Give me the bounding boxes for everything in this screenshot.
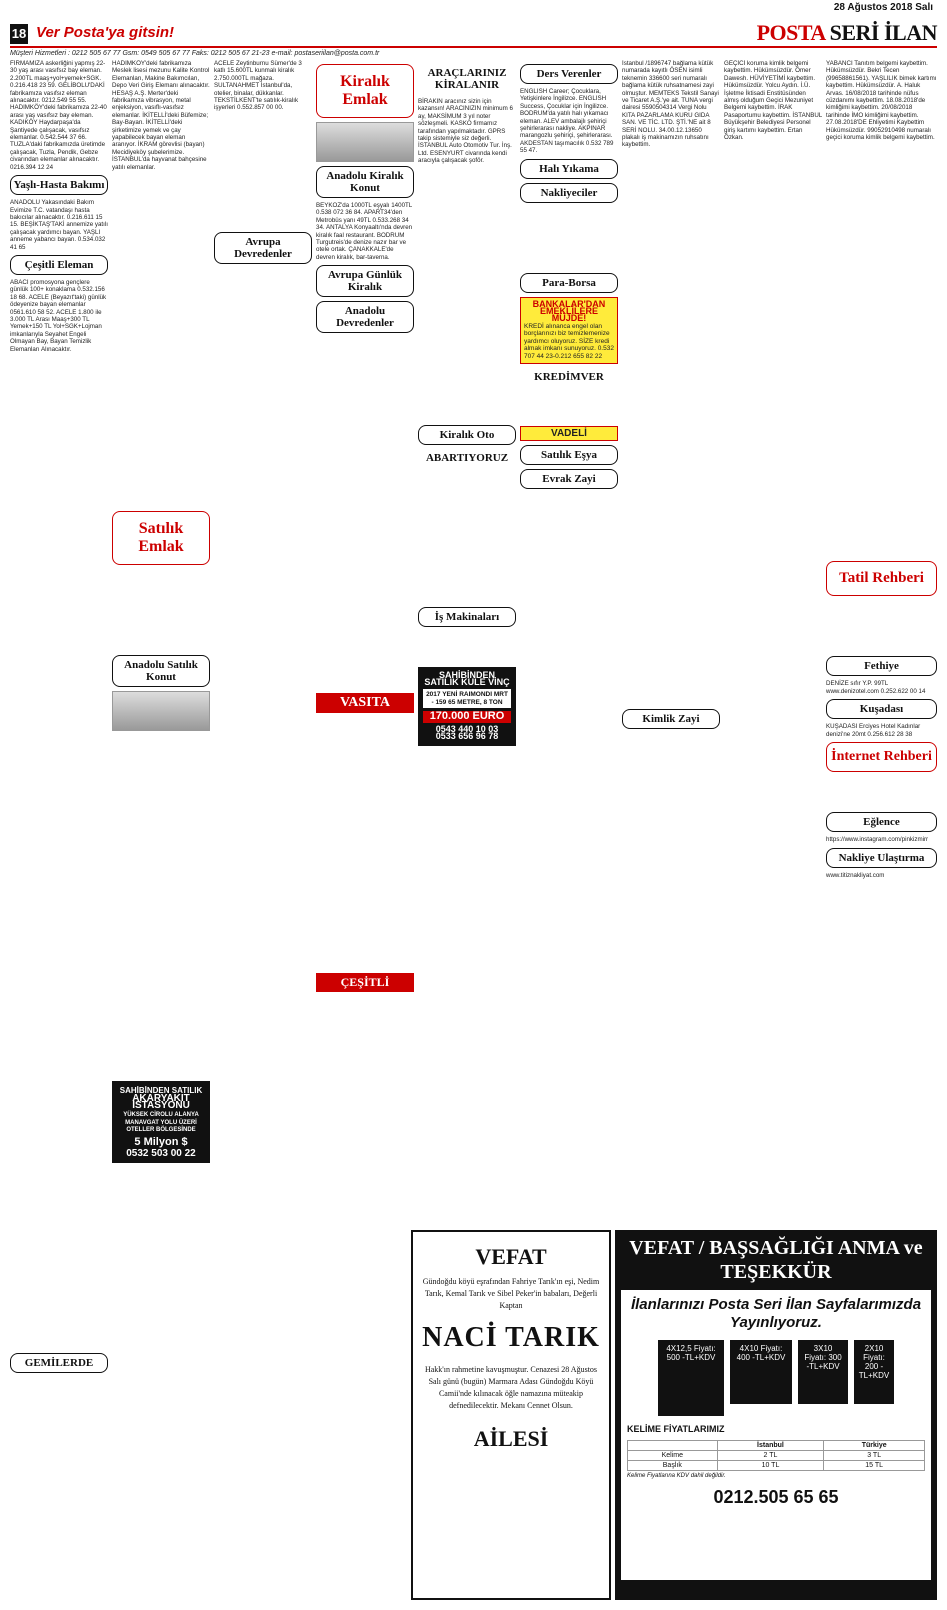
table-cell: 3 TL: [824, 1451, 925, 1461]
section-kimlik-zayi: Kimlik Zayi: [622, 709, 720, 729]
akaryakit-line3: YÜKSEK CİROLU ALANYA MANAVGAT YOLU ÜZERİ OTELLER BÖLGESİNDE: [123, 1112, 199, 1134]
section-gemilerde: GEMİLERDE: [10, 1353, 108, 1373]
condolence-headline: İlanlarınızı Posta Seri İlan Sayfalarımızda Yayınlıyoruz.: [630, 1296, 922, 1331]
table-header: [628, 1441, 718, 1451]
ad-text: İstanbul /1896747 bağlama kütük numarada kayıtlı ÖSEN isimli teknemin 336600 seri numaralı bağlama kütük ruhsatnamesi zayi olmuştur. MEMTEKS Tekstil Sanayi ve Ticaret A.Ş.'ye ait. TUNA vergi dairesi 5590504314 Vergi Nolu KITA PAZARLAMA KURU GIDA SAN. VE TİC. LTD. ŞTİ.'NE ait 8 SERİ NOLU. 34.00.12.13650 plakalı iş makinamızın ruhsatını kaybettim.: [622, 60, 719, 149]
ad-phone: 0212.505 65 65: [713, 1487, 839, 1507]
instagram-link[interactable]: https://www.instagram.com/pinkizmirr: [826, 836, 929, 844]
column-2: [112, 60, 210, 1220]
column-7: [622, 60, 720, 1220]
prices-title: KELİME FİYATLARIMIZ: [627, 1424, 725, 1434]
section-nakliye-ulastirma: Nakliye Ulaştırma: [826, 848, 937, 868]
table-row: [628, 1461, 925, 1471]
section-cesitli: ÇEŞİTLİ: [316, 973, 414, 992]
section-kiralik-oto: Kiralık Oto: [418, 425, 516, 445]
issue-date: 28 Ağustos 2018 Salı: [833, 2, 933, 13]
logo-main: POSTA: [756, 20, 825, 45]
section-is-makinalari: İş Makinaları: [418, 607, 516, 627]
house-image: [316, 122, 414, 162]
logo-sub: SERİ İLAN: [829, 20, 937, 45]
obituary-text: Gündoğdu köyü eşrafından Fahriye Tarık'ın eşi, Nedim Tarık, Kemal Tarık ve Sibel Peker'in babaları, Değerli Kaptan: [422, 1277, 600, 1310]
section-kredimver: KREDİMVER: [534, 370, 604, 383]
section-vadeli: VADELİ: [520, 426, 618, 441]
section-kiralik-emlak: Kiralık Emlak: [316, 64, 414, 118]
akaryakit-line2: AKARYAKIT İSTASYONU: [132, 1092, 190, 1111]
logo: [757, 20, 937, 46]
section-internet-rehberi: İnternet Rehberi: [826, 742, 937, 772]
section-avrupa-devren: Avrupa Devredenler: [214, 232, 312, 264]
akaryakit-ad: [112, 1081, 210, 1163]
size-option: 4X10 Fiyatı: 400 -TL+KDV: [730, 1340, 792, 1404]
column-8: [724, 60, 822, 1220]
ad-text: ENGLISH Career; Çocuklara, Yetişkinlere İngilizce. ENGLISH Success, Çocuklar için İngilizce. BODRUM'da yatılı halı yıkamacı eleman. ALEV ambalajlı şehiriçi şehirlerarası nakliye. AKPINAR marangozlu şehiriçi, şehirlerarası. AKDESTAN taşımacılık 0.532 789 55 47.: [520, 88, 614, 155]
section-evrak-zayi: Evrak Zayi: [520, 469, 618, 489]
ad-text: YABANCI Tanıtım belgemi kaybettim. Hükümsüzdür. Bekri Tecen (99658861561). YAŞLILIK bimek kartımı kaybettim. Hükümsüzdür. A. Haluk Arvas. 16/08/2018 tarihinde nüfus cüzdanımı kaybettim. 18.08.2018'de kimliğimi kaybettim. 20/08/2018 tarihinde İMO kimliğimi kaybettim. 27.08.2018'DE Ehliyetimi Kaybettim Hükümsüzdür. 99052910498 numaralı geçici koruma kimlik belgemi kaybettim.: [826, 60, 937, 142]
section-hali: Halı Yıkama: [520, 159, 618, 179]
size-option: 4X12,5 Fiyatı: 500 -TL+KDV: [658, 1340, 724, 1416]
vinc-phone-1: 0543 440 10 03: [435, 723, 499, 734]
nakliye-link[interactable]: www.titiznakliyat.com: [826, 871, 885, 879]
ad-text: ABACI promosyona gençlere günlük 100+ konaklama 0.532.156 18 68. ACELE (Beyazıt'taki) günlük ödeyenize bayan elemanlar 0561.610 58 52. ACELE 1.800 ile 3.000 TL Arası Maaş+300 TL Yemek+150 TL Yol+SGK+Lojman imkanlarıyla Seyahet Engeli Olmayan Bay, Bayan Temizlik Elemanları Alınacaktır.: [10, 278, 107, 353]
obituary-text-2: Hakk'ın rahmetine kavuşmuştur. Cenazesi 28 Ağustos Salı günü (bugün) Marmara Adası Gündoğdu Köyü Camii'nde kılınacak öğle namazına müteakip defnedilecektir. Mekanı Cennet Olsun.: [424, 1365, 598, 1410]
size-option: 2X10 Fiyatı: 200 -TL+KDV: [854, 1340, 894, 1404]
section-anadolu-kiralik: Anadolu Kiralık Konut: [316, 166, 414, 198]
ad-size-options: [627, 1340, 925, 1416]
table-row: [628, 1451, 925, 1461]
ad-text: BİRAKIN aracınız sizin için kazansın! ARACINIZIN minimum 6 ay, MAKSİMUM 3 yıl noter sözleşmeli. KASKO firmamız tarafından yapılmaktadır. GPRS takip sistemiyle siz değerli. İSTANBUL Auto Otomotiv Tur. İnş. Ltd. ESENYURT civarında kendi aracıyla çalışacak şoför.: [418, 98, 513, 165]
ad-text: ACELE Zeytinburnu Sümer'de 3 katlı 15.600TL kunmalı kiralık 2.750.000TL mağaza. SULTANAHMET İstanbul'da, otelier, binalar, dükkanlar. TEKSTİLKENT'te satılık-kiralık işyerleri 0.552.857 00 00.: [214, 60, 302, 112]
section-avrupa-gunluk: Avrupa Günlük Kiralık: [316, 265, 414, 297]
price-note: Kelime Fiyatlarına KDV dahil değildir.: [627, 1473, 726, 1479]
section-ders: Ders Verenler: [520, 64, 618, 84]
obituary-title: VEFAT: [475, 1244, 547, 1269]
table-cell: 10 TL: [717, 1461, 824, 1471]
obituary-ad: [411, 1230, 611, 1600]
table-cell: 15 TL: [824, 1461, 925, 1471]
vinc-ad: [418, 667, 516, 746]
vinc-phone-2: 0533 656 96 78: [435, 731, 499, 742]
obituary-sign: AİLESİ: [473, 1426, 549, 1451]
table-cell: 2 TL: [717, 1451, 824, 1461]
ad-text: BEYKOZ'da 1000TL eşyalı 1400TL 0.538 072 36 84. APART34'den Metrobüs yanı 49TL 0.533.268 34 34. ANTALYA Konyaaltı'nda devren kiralık faal restaurant. BODRUM Turgutreis'de denize nazır bar ve otele ortak. ÇANAKKALE'de devren kiralık, bar-taverna.: [316, 202, 413, 261]
column-3: [214, 60, 312, 1600]
vinc-price: 170.000 EURO: [423, 711, 511, 722]
section-satilik-emlak: Satılık Emlak: [112, 511, 210, 565]
bankalar-title: BANKALAR'DAN EMEKLİLERE MÜJDE!: [532, 298, 606, 324]
fethiye-ad: DENİZE sıfır Y.P. 99TL www.denizotel.com 0.252.622 00 14: [826, 680, 926, 695]
table-cell: Başlık: [628, 1461, 718, 1471]
section-anadolu-devren: Anadolu Devredenler: [316, 301, 414, 333]
condolence-title: VEFAT / BAŞSAĞLIĞI ANMA ve TEŞEKKÜR: [629, 1237, 923, 1283]
price-table: [627, 1440, 925, 1471]
section-anadolu-satilik: Anadolu Satılık Konut: [112, 655, 210, 687]
column-4: [316, 60, 414, 1220]
section-araclariniz: ARAÇLARINIZ KİRALANIR: [427, 67, 507, 91]
page-header: [10, 22, 937, 48]
akaryakit-price: 5 Milyon $: [134, 1135, 188, 1148]
column-1: [10, 60, 108, 1600]
contact-line: Müşteri Hizmetleri : 0212 505 67 77 Gsm: 0549 505 67 77 Faks: 0212 505 67 21-23 e-mail: postaseriilan@posta.com.tr: [10, 50, 380, 57]
column-5: [418, 60, 516, 1220]
bankalar-ad: [520, 297, 618, 364]
condolence-inner: [621, 1290, 931, 1580]
vinc-line2: 2017 YENİ RAIMONDI MRT - 159 65 METRE, 8 TON: [423, 689, 511, 708]
section-yasli-hasta: Yaşlı-Hasta Bakımı: [10, 175, 108, 195]
table-header: Türkiye: [824, 1441, 925, 1451]
ad-text: GEÇİCİ koruma kimlik belgemi kaybettim. Hükümsüzdür. Ömer Dawesh. HÜVİYETİMİ kaybettim. Hükümsüzdür. Yolcu Aydın. İ.Ü. İşletme İktisadi Enstitüsünden almış olduğum Geçici Mezuniyet Belgemi kaybettim. İRAK Pasaportumu kaybettim. İSTANBUL Büyükşehir Belediyesi Personel giriş kartımı kaybettim. Ertan Özkan.: [724, 60, 822, 142]
table-cell: Kelime: [628, 1451, 718, 1461]
section-abartiyoruz: ABARTIYORUZ: [425, 451, 509, 464]
table-header: İstanbul: [717, 1441, 824, 1451]
condolence-ad-box: [615, 1230, 937, 1600]
column-9: [826, 60, 937, 1220]
section-nakliyeciler: Nakliyeciler: [520, 183, 618, 203]
column-6: [520, 60, 618, 1220]
obituary-name: NACİ TARIK: [422, 1322, 600, 1353]
page-number: 18: [10, 24, 28, 44]
section-cesitli-eleman: Çeşitli Eleman: [10, 255, 108, 275]
section-fethiye: Fethiye: [826, 656, 937, 676]
section-satilik-esya: Satılık Eşya: [520, 445, 618, 465]
house-image: [112, 691, 210, 731]
tagline: Ver Posta'ya gitsin!: [36, 24, 175, 41]
section-eglence: Eğlence: [826, 812, 937, 832]
ad-text: HADIMKÖY'deki fabrikamıza Meslek lisesi mezunu Kalite Kontrol Elemanları, Makine Bakımcıları, Depo Veri Giriş Elemanı alınacaktır. HESAŞ A.Ş. Merter'deki fabrikamıza vibrasyon, metal enjeksiyon, vasıflı-vasıfsız elemanlar. İKİTELLİ'deki Büfemize; Bay-Bayan. İKİTELLİ'deki şirketimize yemek ve çay yapabilecek bayan eleman aranıyor. İKRAM görevlisi (bayan) Mecidiyeköy şubelerimize. İSTANBUL'da hayvanat bahçesine yatılı elemanlar.: [112, 60, 210, 171]
vinc-line1: SAHİBİNDEN SATILIK KULE VİNÇ: [424, 669, 510, 688]
section-tatil-rehberi: Tatil Rehberi: [826, 561, 937, 596]
kusadasi-ad: KUŞADASI Erciyes Hotel Kadınlar denizi'ne 20mt 0.256.612 28 38: [826, 723, 921, 738]
ad-text: ANADOLU Yakasındaki Bakım Evimize T.C. vatandaşı hasta bakıcılar alınacaktır. 0.216.611 15 15. BEŞİKTAŞ'TAKİ annemize yatılı çalışacak yardımcı bayan. YAŞLI anneme yabancı bayan. 0.534.032 41 65: [10, 199, 108, 251]
bankalar-body: KREDİ alınanca engel olan borçlarınızı biz temizlemenize yardımcı oluyoruz. SİZE kredi almak imkanı sunuyoruz. 0.532 707 44 23-0.212 655 82 22: [524, 322, 614, 360]
section-kusadasi: Kuşadası: [826, 699, 937, 719]
section-para-borsa: Para-Borsa: [520, 273, 618, 293]
akaryakit-phone: 0532 503 00 22: [126, 1147, 196, 1159]
akaryakit-line1: SAHİBİNDEN SATILIK: [119, 1086, 203, 1096]
section-vasita: VASITA: [316, 693, 414, 712]
ad-text: FİRMAMIZA askerliğini yapmış 22-30 yaş arası vasıfsız bay eleman. 2.200TL maaş+yol+yemek+SGK. 0.216.418 23 59. GELİBOLU'DAKİ fabrikamıza vasıfsız eleman alınacaktır. 0212.549 55 55. HADIMKÖY'deki fabrikamıza 22-40 arası yaş vasıfsız bay eleman. KADIKÖY Haydarpaşa'da Şantiyede çalışacak, vasıfsız elemanlar. 0.542.544 37 66. TUZLA'daki fabrikamızda üretimde çalışacak, Tuzla, Pendik, Gebze civarından elemanlar alınacaktır. 0216.394 12 24: [10, 60, 107, 171]
size-option: 3X10 Fiyatı: 300 -TL+KDV: [798, 1340, 848, 1404]
